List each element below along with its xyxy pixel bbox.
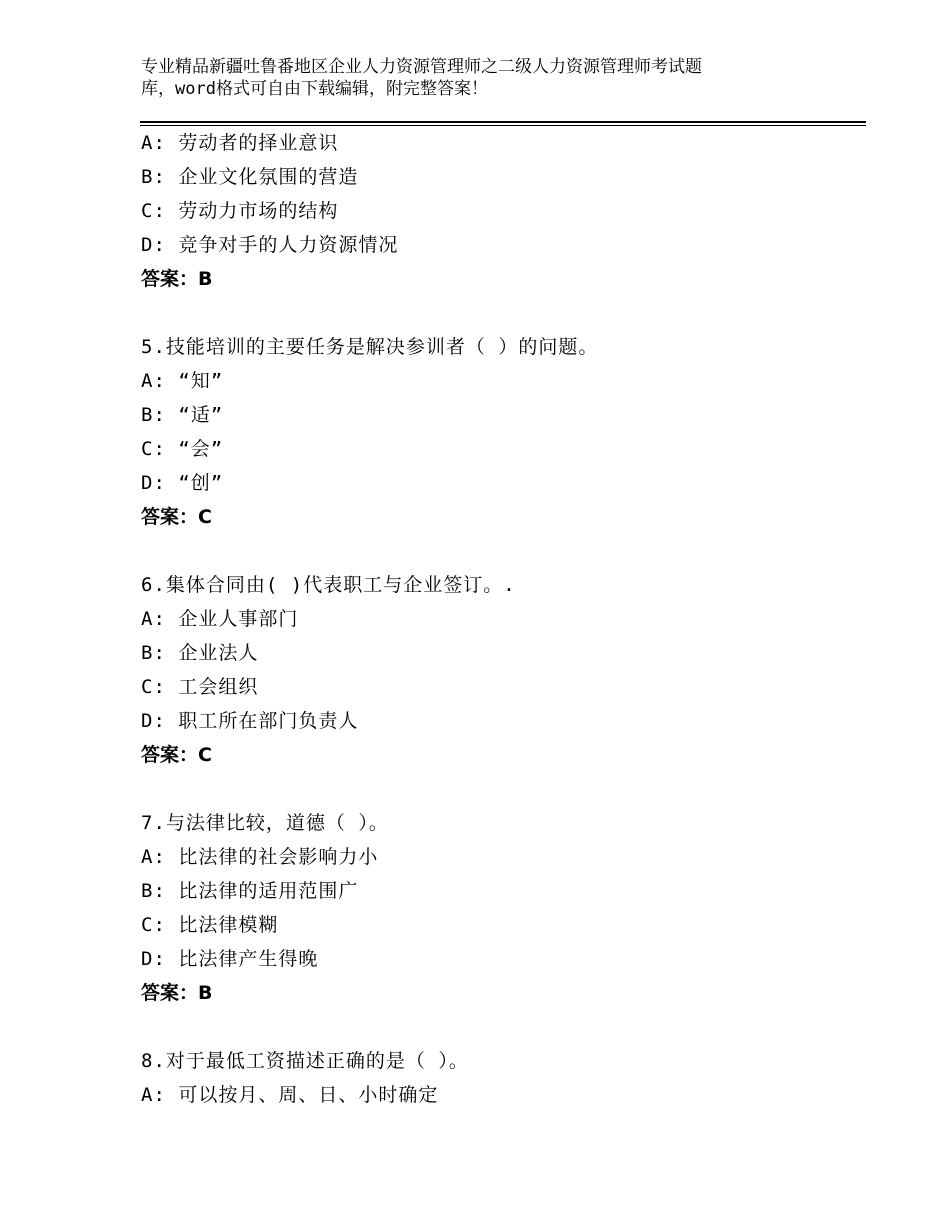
question-8 (141, 1044, 861, 1112)
header-title-line-1: 专业精品新疆吐鲁番地区企业人力资源管理师之二级人力资源管理师考试题 (141, 57, 702, 77)
question-4-continued (141, 126, 861, 296)
option-b: B: “适” (141, 404, 224, 426)
option-d: D: 职工所在部门负责人 (141, 710, 359, 732)
question-6 (141, 568, 861, 772)
question-stem: 5.技能培训的主要任务是解决参训者（ ）的问题。 (141, 336, 599, 358)
option-d: D: “创” (141, 472, 224, 494)
option-a: A: 劳动者的择业意识 (141, 132, 339, 154)
spacer (141, 772, 861, 806)
spacer (141, 534, 861, 568)
option-d: D: 比法律产生得晚 (141, 948, 319, 970)
option-a: A: 可以按月、周、日、小时确定 (141, 1084, 439, 1106)
header-title-line-2: 库，word格式可自由下载编辑，附完整答案！ (141, 79, 488, 99)
option-b: B: 企业文化氛围的营造 (141, 166, 359, 188)
header-rule-thick (140, 121, 866, 123)
option-c: C: 比法律模糊 (141, 914, 279, 936)
answer-label: 答案：C (141, 506, 212, 528)
option-a: A: “知” (141, 370, 224, 392)
option-a: A: 比法律的社会影响力小 (141, 846, 379, 868)
answer-label: 答案：B (141, 982, 213, 1004)
option-b: B: 比法律的适用范围广 (141, 880, 359, 902)
question-stem: 8.对于最低工资描述正确的是（ ）。 (141, 1050, 469, 1072)
spacer (141, 296, 861, 330)
option-d: D: 竞争对手的人力资源情况 (141, 234, 399, 256)
document-header (141, 56, 821, 100)
option-c: C: 工会组织 (141, 676, 259, 698)
option-c: C: “会” (141, 438, 224, 460)
option-b: B: 企业法人 (141, 642, 259, 664)
question-5 (141, 330, 861, 534)
option-a: A: 企业人事部门 (141, 608, 299, 630)
question-stem: 7.与法律比较，道德（ ）。 (141, 812, 389, 834)
question-7 (141, 806, 861, 1010)
spacer (141, 1010, 861, 1044)
question-stem: 6.集体合同由( )代表职工与企业签订。. (141, 574, 516, 596)
answer-label: 答案：B (141, 268, 213, 290)
question-list (141, 126, 861, 1112)
option-c: C: 劳动力市场的结构 (141, 200, 339, 222)
answer-label: 答案：C (141, 744, 212, 766)
